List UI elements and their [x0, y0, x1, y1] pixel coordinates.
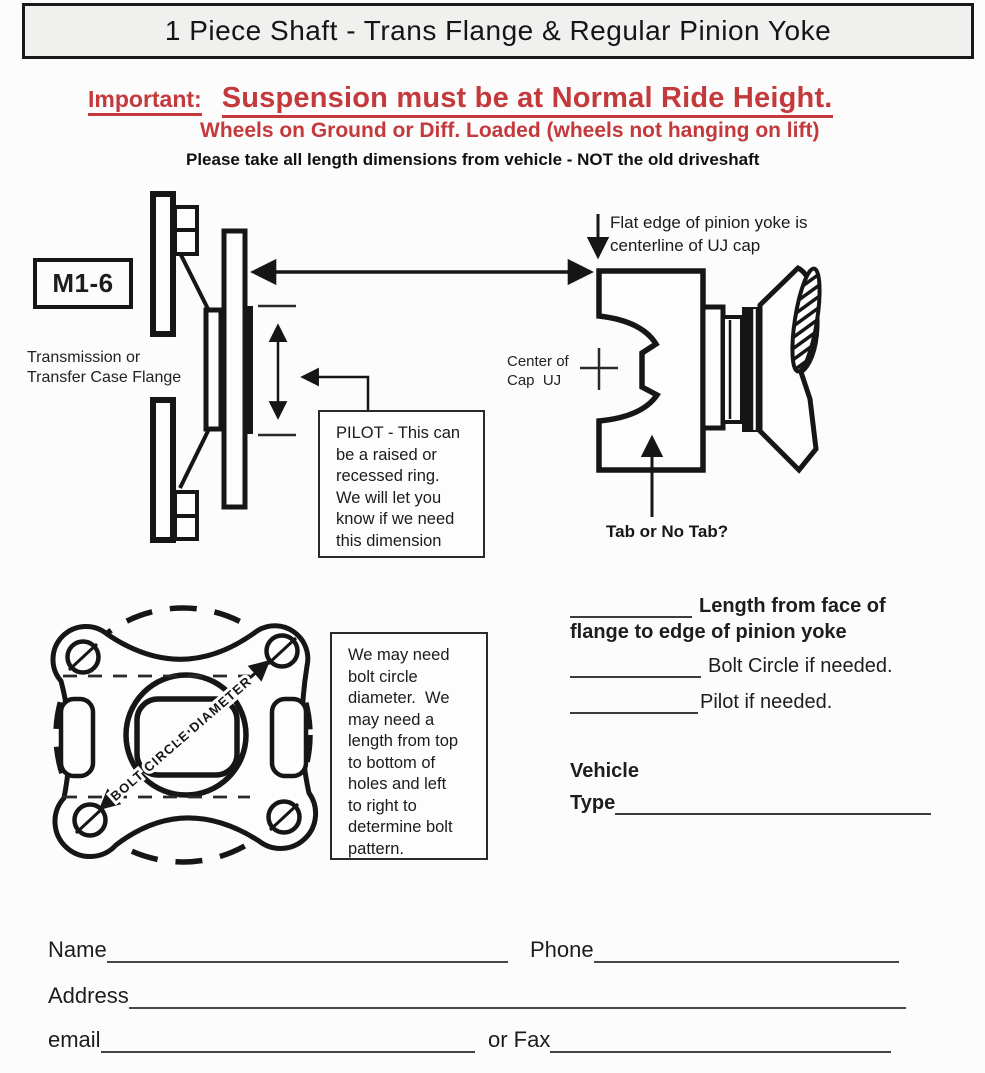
pilot-pointer-arrow: [303, 377, 368, 410]
vehicle-label: Vehicle: [570, 760, 639, 782]
dimensions-note: Please take all length dimensions from vehicle - NOT the old driveshaft: [186, 150, 760, 169]
tab-question: Tab or No Tab?: [606, 522, 729, 541]
bolt-circle-row: [570, 652, 893, 678]
bolt-circle-blank: [570, 652, 701, 678]
page-title: 1 Piece Shaft - Trans Flange & Regular Pinion Yoke: [164, 15, 832, 46]
title-box: [22, 3, 974, 59]
address-row: [48, 980, 906, 1009]
length-blank: [570, 592, 692, 618]
name-row: [48, 934, 508, 963]
flange-side-channel-right: [272, 699, 306, 776]
fax-label: or Fax: [488, 1027, 551, 1052]
model-code-box: [33, 258, 133, 309]
pilot-note-box: PILOT - This can be a raised or recessed ring. We will let you know if we need this dimension: [318, 410, 485, 558]
fax-blank: [550, 1024, 891, 1053]
ride-height-warning: Suspension must be at Normal Ride Height.: [222, 82, 833, 115]
bolt-circle-field-label: Bolt Circle if needed.: [708, 655, 893, 677]
bolt-circle-diameter-label: BOLT CIRCLE DIAMETER: [107, 673, 255, 804]
pilot-row: [570, 688, 832, 714]
wheels-warning: Wheels on Ground or Diff. Loaded (wheels not hanging on lift): [200, 119, 820, 142]
length-label-line1: Length from face of: [699, 595, 886, 617]
email-row: [48, 1024, 475, 1053]
phone-blank: [594, 934, 899, 963]
important-label: Important:: [88, 86, 202, 113]
flat-edge-note: Flat edge of pinion yoke is centerline of UJ cap: [610, 213, 808, 255]
bolt-hole: [269, 802, 300, 833]
length-label-line2: flange to edge of pinion yoke: [570, 621, 847, 643]
transmission-flange-label: Transmission or Transfer Case Flange: [27, 349, 182, 386]
model-code: M1-6: [52, 268, 114, 298]
phone-row: [530, 934, 899, 963]
pilot-field-label: Pilot if needed.: [700, 691, 833, 713]
uj-cap-crosshair: [580, 348, 618, 390]
name-label: Name: [48, 937, 107, 962]
name-blank: [107, 934, 508, 963]
vehicle-type-row: [570, 789, 931, 815]
pilot-ring: [245, 306, 253, 434]
pinion-yoke-drawing: [599, 267, 825, 470]
address-label: Address: [48, 983, 129, 1008]
length-row: [570, 592, 886, 618]
pilot-blank: [570, 688, 698, 714]
center-of-cap-label: Center of Cap UJ: [507, 353, 569, 389]
email-blank: [101, 1024, 475, 1053]
warning-row: [88, 82, 948, 115]
bolt-hole: [68, 642, 99, 673]
type-label: Type: [570, 792, 616, 814]
vehicle-type-blank: [615, 789, 931, 815]
bolt-hole: [75, 805, 106, 836]
bolt-pattern-note-box: We may need bolt circle diameter. We may need a length from top to bottom of holes and left to right to determine bolt pattern.: [330, 632, 488, 860]
email-label: email: [48, 1027, 101, 1052]
phone-label: Phone: [530, 937, 594, 962]
flange-side-channel-left: [61, 699, 93, 776]
bolt-hole: [267, 636, 298, 667]
pilot-dimension-marks: [258, 306, 296, 435]
address-blank: [129, 980, 906, 1009]
fax-row: [488, 1024, 891, 1053]
